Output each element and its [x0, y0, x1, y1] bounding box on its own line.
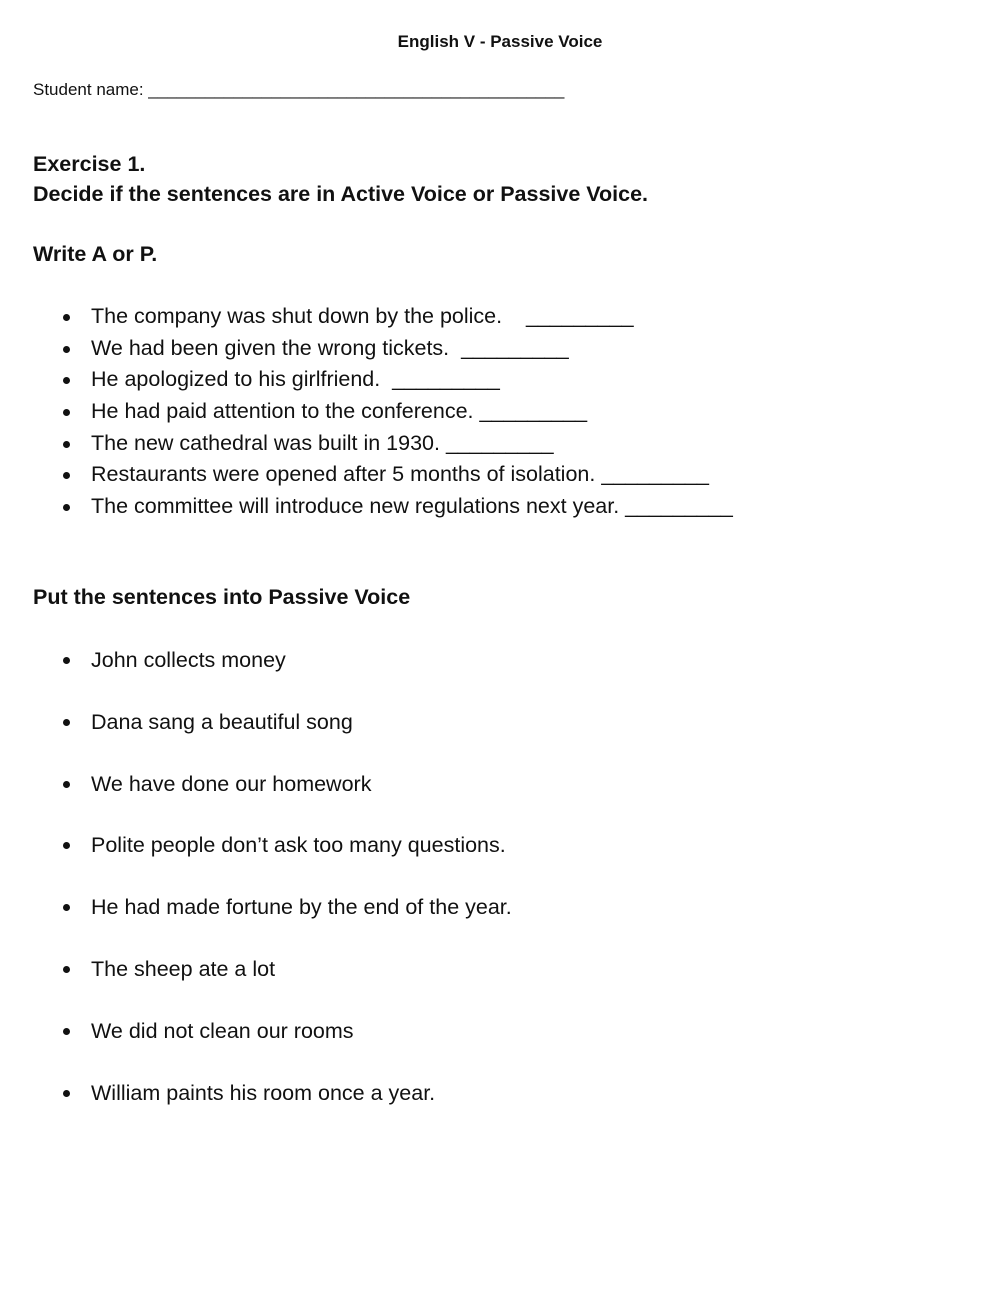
list-item: John collects money — [60, 645, 512, 707]
exercise-1-list — [60, 301, 733, 523]
exercise-1-write-instruction: Write A or P. — [33, 242, 158, 266]
list-item: We did not clean our rooms — [60, 1016, 512, 1078]
list-item: The company was shut down by the police. _________ — [60, 301, 733, 333]
list-item: Dana sang a beautiful song — [60, 707, 512, 769]
exercise-1-heading: Exercise 1. — [33, 152, 146, 176]
list-item: The committee will introduce new regulations next year. _________ — [60, 491, 733, 523]
list-item: The sheep ate a lot — [60, 954, 512, 1016]
list-item: He had paid attention to the conference. _________ — [60, 396, 733, 428]
student-name-label: Student name: ____________________________________________ — [33, 80, 565, 99]
list-item: The new cathedral was built in 1930. _________ — [60, 428, 733, 460]
list-item: We had been given the wrong tickets. _________ — [60, 333, 733, 365]
list-item: We have done our homework — [60, 769, 512, 831]
exercise-2-list — [60, 645, 512, 1139]
list-item: He had made fortune by the end of the year. — [60, 892, 512, 954]
list-item: Restaurants were opened after 5 months of isolation. _________ — [60, 459, 733, 491]
list-item: Polite people don’t ask too many questions. — [60, 830, 512, 892]
list-item: He apologized to his girlfriend. _________ — [60, 364, 733, 396]
page-title: English V - Passive Voice — [397, 32, 603, 51]
exercise-2-instruction: Put the sentences into Passive Voice — [33, 585, 411, 609]
exercise-1-instruction: Decide if the sentences are in Active Voice or Passive Voice. — [33, 182, 649, 206]
list-item: William paints his room once a year. — [60, 1078, 512, 1140]
